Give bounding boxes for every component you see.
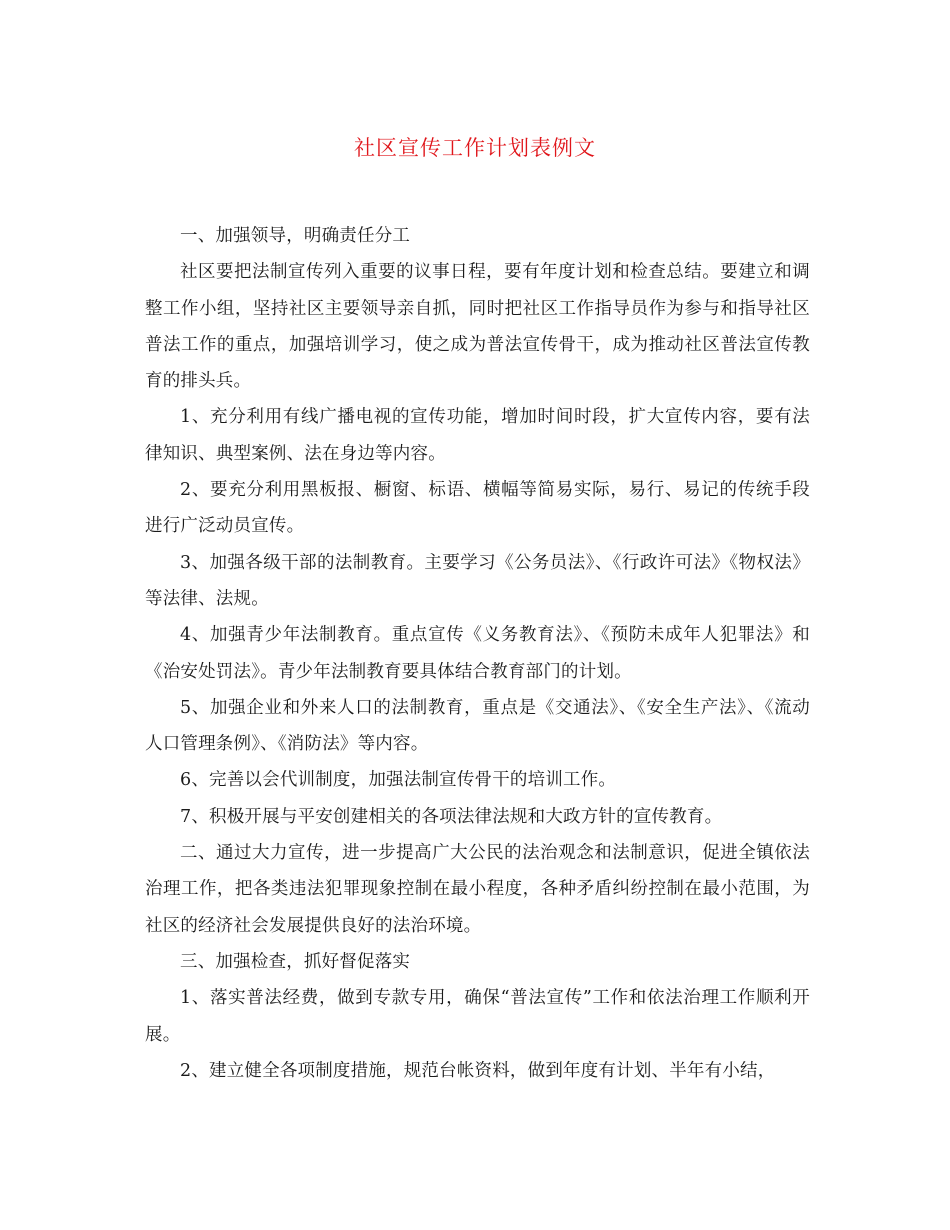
list-item: 4、加强青少年法制教育。重点宣传《义务教育法》、《预防未成年人犯罪法》和《治安处罚法》。青少年法制教育要具体结合教育部门的计划。 xyxy=(145,625,810,682)
list-item: 5、加强企业和外来人口的法制教育，重点是《交通法》、《安全生产法》、《流动人口管理条例》、《消防法》等内容。 xyxy=(145,697,810,755)
document-body xyxy=(145,218,810,1089)
paragraph: 社区要把法制宣传列入重要的议事日程，要有年度计划和检查总结。要建立和调整工作小组，坚持社区主要领导亲自抓，同时把社区工作指导员作为参与和指导社区普法工作的重点，加强培训学习，使之成为普法宣传骨干，成为推动社区普法宣传教育的排头兵。 xyxy=(145,262,810,392)
section-heading-1: 一、加强领导，明确责任分工 xyxy=(180,226,411,246)
list-item: 2、建立健全各项制度措施，规范台帐资料，做到年度有计划、半年有小结， xyxy=(180,1060,776,1081)
list-item: 3、加强各级干部的法制教育。主要学习《公务员法》、《行政许可法》《物权法》等法律、法规。 xyxy=(145,552,810,609)
list-item: 2、要充分利用黑板报、橱窗、标语、横幅等简易实际，易行、易记的传统手段进行广泛动员宣传。 xyxy=(145,480,810,537)
list-item: 1、充分利用有线广播电视的宣传功能，增加时间时段，扩大宣传内容，要有法律知识、典型案例、法在身边等内容。 xyxy=(145,407,810,464)
section-heading-3: 三、加强检查，抓好督促落实 xyxy=(180,951,411,972)
list-item: 7、积极开展与平安创建相关的各项法律法规和大政方针的宣传教育。 xyxy=(180,806,723,827)
list-item: 1、落实普法经费，做到专款专用，确保“普法宣传”工作和依法治理工作顺利开展。 xyxy=(145,988,810,1045)
document-title: 社区宣传工作计划表例文 xyxy=(354,136,596,160)
list-item: 6、完善以会代训制度，加强法制宣传骨干的培训工作。 xyxy=(180,770,617,791)
section-heading-2: 二、通过大力宣传，进一步提高广大公民的法治观念和法制意识，促进全镇依法治理工作，把各类违法犯罪现象控制在最小程度，各种矛盾纠纷控制在最小范围，为社区的经济社会发展提供良好的法治环境。 xyxy=(145,843,810,936)
